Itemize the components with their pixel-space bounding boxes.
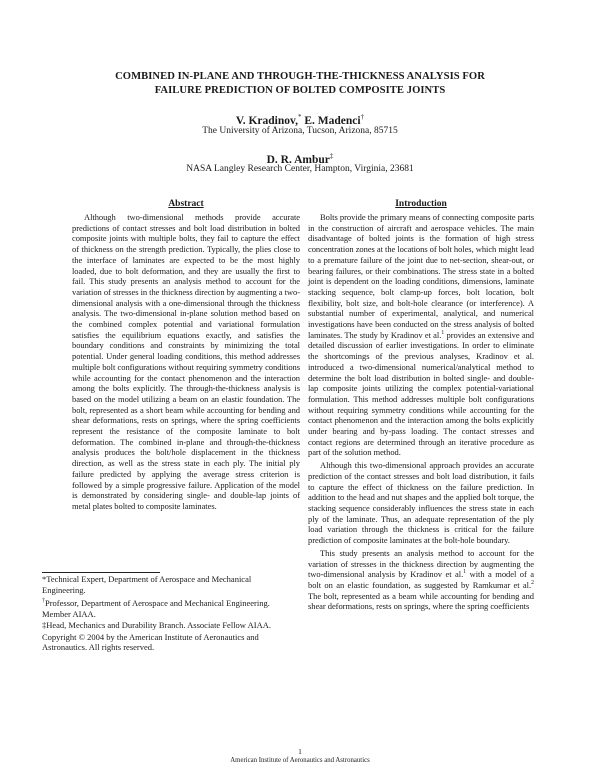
affiliation-arizona: The University of Arizona, Tucson, Arizona, 85715	[202, 126, 398, 136]
footnote-copyright: Copyright © 2004 by the American Institute of Aeronautics and Astronautics. All rights reserved.	[42, 631, 259, 653]
paper-title	[60, 70, 540, 98]
title-line-1: COMBINED IN-PLANE AND THROUGH-THE-THICKNESS ANALYSIS FOR	[115, 71, 485, 82]
reference-mark: 1	[463, 569, 467, 576]
reference-mark: 2	[531, 580, 534, 587]
abstract-heading: Abstract	[168, 199, 204, 209]
intro-paragraph-3: This study presents an analysis method to account for the variation of stresses in the thickness direction by augmenting the two-dimensional analysis by Kradinov et al.$^1$ with a model of a bolt on an elastic foundation, as suggested by Ramkumar et al.$^2$ The bolt, represented as a beam while accounting for bending and shear deformations, rests on springs, where the spring coefficients	[308, 547, 534, 612]
author-madenci: E. Madenci	[301, 114, 361, 127]
author-mark-dagger: †	[360, 113, 365, 121]
author-kradinov: V. Kradinov,	[235, 114, 298, 127]
title-line-2: FAILURE PREDICTION OF BOLTED COMPOSITE JOINTS	[154, 85, 446, 96]
intro-paragraph-1: Bolts provide the primary means of connecting composite parts in the construction of aircraft and aerospace vehicles. The main disadvantage of bolted joints is the formation of high stress concentration zones at the locations of bolt holes, which might lead to a premature failure of the joint due to net-section, shear-out, or bearing failures, or their combinations. The stress state in a bolted joint is dependent on the loading conditions, dimensions, laminate stacking sequence, bolt clamp-up forces, bolt location, bolt flexibility, bolt size, and bolt-hole clearance (or interference). A substantial number of experimental, analytical, and numerical investigations have been conducted on the stress analysis of bolted laminates. The study by Kradinov et al.$^1$ provides an extensive and detailed discussion of earlier investigations. In order to eliminate the shortcomings of the previous analyses, Kradinov et al. introduced a two-dimensional numerical/analytical method to determine the bolt load distribution in bolted single- and double-lap composite joints utilizing the complex potential-variational formulation. This method addresses multiple bolt configurations without requiring symmetry conditions while accounting for the contact phenomenon and the interaction among the bolts explicitly under bearing and by-pass loading. The contact stresses and contact regions are determined through an iterative procedure as part of the solution method.	[308, 212, 534, 458]
footnote-head: ‡Head, Mechanics and Durability Branch. Associate Fellow AIAA.	[42, 620, 271, 631]
footnotes	[42, 574, 296, 654]
intro-paragraph-2: Although this two-dimensional approach provides an accurate prediction of the contact stresses and bolt load distribution, it fails to capture the effect of thickness on the failure prediction. In addition to the head and nut shapes and the applied bolt torque, the stacking sequence considerably influences the stress state in each ply of the laminate. Thus, an adequate representation of the ply load variation through the thickness is critical for the failure prediction of composite laminates at the bolt-hole boundary.	[308, 460, 534, 546]
footnote-mark-dagger: †	[42, 598, 45, 605]
affiliation-nasa: NASA Langley Research Center, Hampton, Virginia, 23681	[186, 164, 414, 174]
reference-mark: 1	[441, 329, 445, 336]
introduction-section	[308, 198, 534, 612]
author-mark-star: *	[298, 113, 302, 121]
footnote-rule	[42, 572, 160, 573]
author-ambur: D. R. Ambur	[266, 153, 330, 166]
abstract-section	[72, 198, 300, 512]
page-number: 1	[298, 747, 302, 756]
footnote-professor: †Professor, Department of Aerospace and Mechanical Engineering. Member AIAA.	[42, 598, 270, 619]
author-mark-double-dagger: ‡	[329, 152, 334, 160]
footnote-technical-expert: *Technical Expert, Department of Aerospace and Mechanical Engineering.	[42, 574, 252, 595]
footer-organization: American Institute of Aeronautics and Astronautics	[230, 757, 370, 764]
introduction-heading: Introduction	[395, 199, 447, 209]
abstract-text: Although two-dimensional methods provide accurate predictions of contact stresses and bolt load distribution in bolted composite joints with multiple bolts, they fail to capture the effect of thickness on the strength prediction. Typically, the plies close to the interface of laminates are expected to be the most highly loaded, due to bolt deformation, and they are usually the first to fail. This study presents an analysis method to account for the variation of stresses in the thickness direction by augmenting a two-dimensional analysis with a one-dimensional through the thickness analysis. The two-dimensional in-plane solution method based on the combined complex potential and variational formulation satisfies the equilibrium equations exactly, and satisfies the boundary conditions and constraints by minimizing the total potential. Under general loading conditions, this method addresses multiple bolt configurations without requiring symmetry conditions while accounting for the contact phenomenon and the interaction among the bolts explicitly. The through-the-thickness analysis is based on the model utilizing a beam on an elastic foundation. The bolt, represented as a short beam while accounting for bending and shear deformations, rests on springs, where the spring coefficients represent the resistance of the composite laminate to bolt deformation. The combined in-plane and through-the-thickness analysis produces the bolt/hole displacement in the thickness direction, as well as the stress state in each ply. The initial ply failure predicted by applying the average stress criterion is followed by a simple progressive failure. Application of the model is demonstrated by considering single- and double-lap joints of metal plates bolted to composite laminates.	[72, 212, 300, 511]
